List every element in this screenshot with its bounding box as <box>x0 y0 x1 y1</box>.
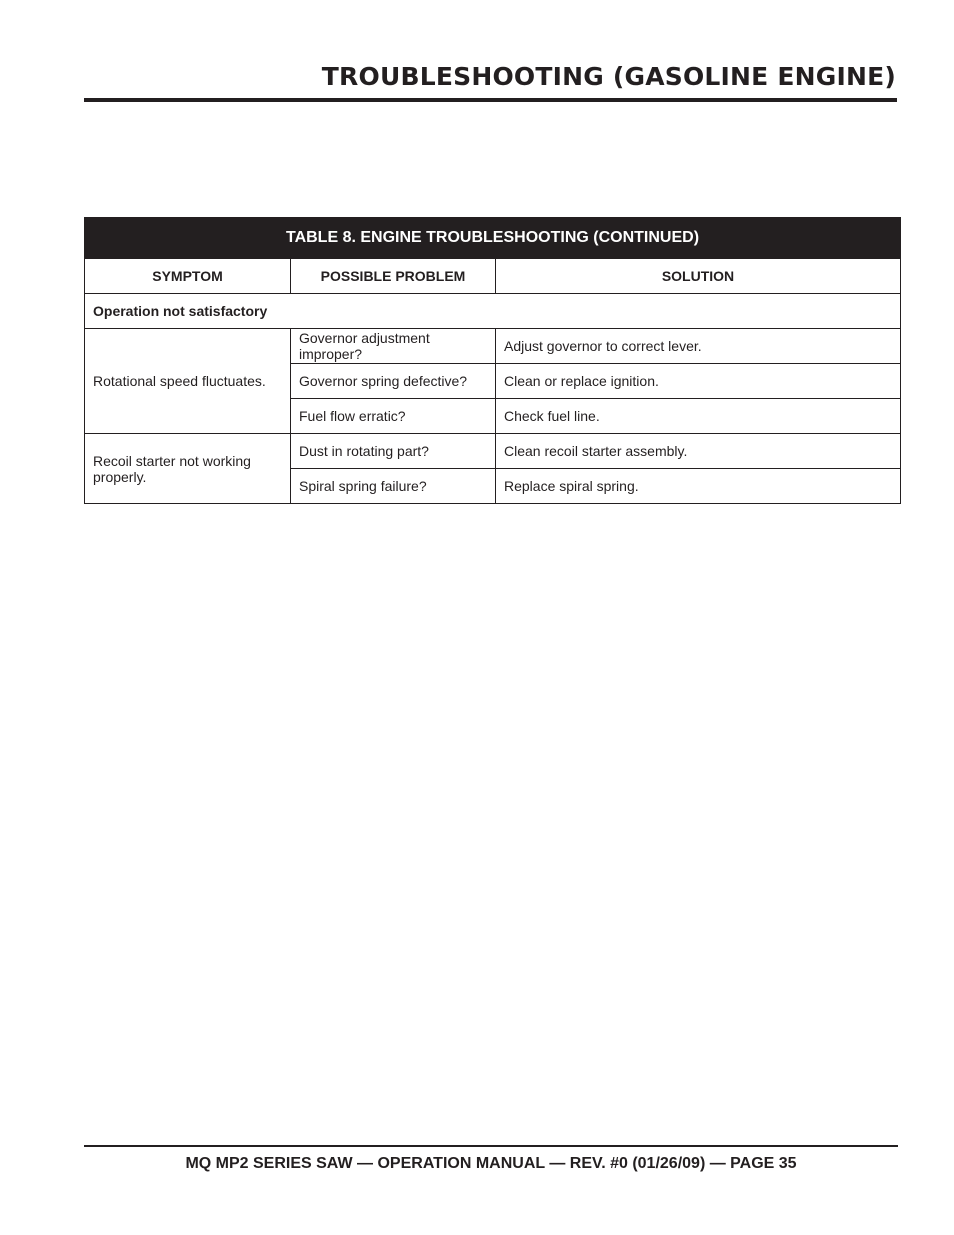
title-rule <box>84 98 897 102</box>
footer-rule <box>84 1145 898 1147</box>
table-header-row <box>85 259 901 294</box>
group-label: Operation not satisfactory <box>85 294 901 329</box>
solution-cell: Clean or replace ignition. <box>496 364 901 399</box>
problem-cell: Fuel flow erratic? <box>291 399 496 434</box>
column-header-solution: SOLUTION <box>496 259 901 294</box>
solution-cell: Adjust governor to correct lever. <box>496 329 901 364</box>
solution-cell: Clean recoil starter assembly. <box>496 434 901 469</box>
page-title: TROUBLESHOOTING (GASOLINE ENGINE) <box>321 62 896 91</box>
solution-cell: Replace spiral spring. <box>496 469 901 504</box>
page-footer: MQ MP2 SERIES SAW — OPERATION MANUAL — REV. #0 (01/26/09) — PAGE 35 <box>185 1155 797 1172</box>
symptom-cell: Recoil starter not working properly. <box>85 434 291 504</box>
problem-cell: Dust in rotating part? <box>291 434 496 469</box>
table-caption-row <box>85 218 901 259</box>
problem-cell: Governor adjustment improper? <box>291 329 496 364</box>
column-header-possible-problem: POSSIBLE PROBLEM <box>291 259 496 294</box>
problem-cell: Spiral spring failure? <box>291 469 496 504</box>
table-row <box>85 329 901 364</box>
symptom-cell: Rotational speed fluctuates. <box>85 329 291 434</box>
solution-cell: Check fuel line. <box>496 399 901 434</box>
column-header-symptom: SYMPTOM <box>85 259 291 294</box>
table-caption: TABLE 8. ENGINE TROUBLESHOOTING (CONTINUED) <box>85 218 901 259</box>
troubleshooting-table <box>84 217 901 504</box>
table-group-row <box>85 294 901 329</box>
table-row <box>85 434 901 469</box>
problem-cell: Governor spring defective? <box>291 364 496 399</box>
